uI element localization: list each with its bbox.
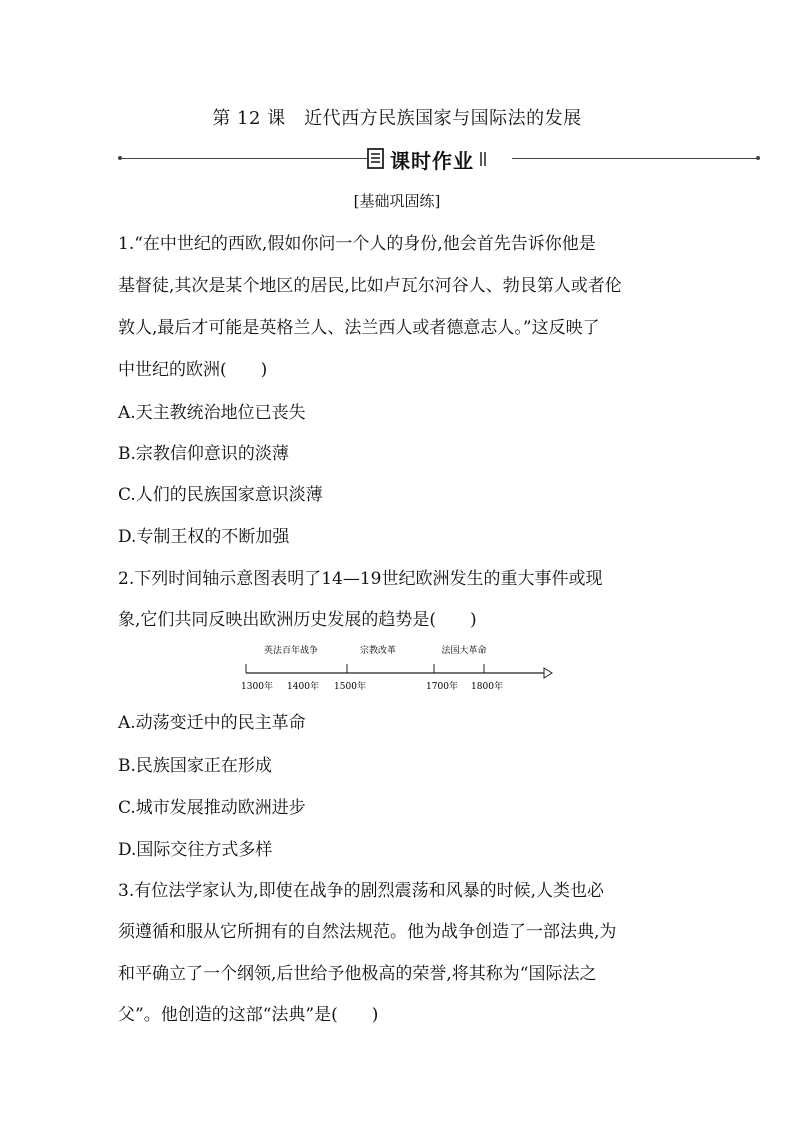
question-3-line: 须遵循和服从它所拥有的自然法规范。他为战争创造了一部法典,为 xyxy=(118,922,617,942)
banner-left-rule xyxy=(122,158,368,159)
banner-right-dot xyxy=(756,156,760,160)
timeline-year: 1500年 xyxy=(334,682,366,692)
question-2-option-c: C.城市发展推动欧洲进步 xyxy=(118,798,306,818)
question-2-option-b: B.民族国家正在形成 xyxy=(118,756,272,776)
question-1-line: 敦人,最后才可能是英格兰人、法兰西人或者德意志人。”这反映了 xyxy=(118,318,600,338)
timeline-event: 英法百年战争 xyxy=(263,646,319,656)
timeline-year: 1800年 xyxy=(471,682,503,692)
question-2-line: 象,它们共同反映出欧洲历史发展的趋势是( ) xyxy=(118,610,477,630)
banner-left-dot xyxy=(118,156,122,160)
question-1-option-b: B.宗教信仰意识的淡薄 xyxy=(118,444,289,464)
timeline-event: 宗教改革 xyxy=(359,646,397,656)
banner-right-rule xyxy=(512,158,758,159)
question-1-option-a: A.天主教统治地位已丧失 xyxy=(118,403,306,423)
question-3-line: 父”。他创造的这部“法典”是( ) xyxy=(118,1005,379,1025)
timeline-year: 1700年 xyxy=(426,682,458,692)
question-2-option-a: A.动荡变迁中的民主革命 xyxy=(118,713,306,733)
timeline-arrow xyxy=(544,668,552,678)
homework-banner xyxy=(366,144,488,174)
question-3-line: 3.有位法学家认为,即使在战争的剧烈震荡和风暴的时候,人类也必 xyxy=(118,881,605,901)
banner-end-mark xyxy=(478,148,488,170)
lesson-title: 第 12 课 近代西方民族国家与国际法的发展 xyxy=(212,108,582,129)
question-1-line: 1.“在中世纪的西欧,假如你问一个人的身份,他会首先告诉你他是 xyxy=(118,234,596,254)
question-3-line: 和平确立了一个纲领,后世给予他极高的荣誉,将其称为“国际法之 xyxy=(118,964,597,984)
question-1-option-d: D.专制王权的不断加强 xyxy=(118,527,290,547)
timeline-year: 1300年 xyxy=(241,682,273,692)
timeline-diagram xyxy=(240,640,560,696)
question-2-option-d: D.国际交往方式多样 xyxy=(118,840,273,860)
question-1-line: 中世纪的欧洲( ) xyxy=(118,360,268,380)
notebook-icon xyxy=(366,148,386,170)
section-label: [基础巩固练] xyxy=(353,192,441,210)
timeline-event: 法国大革命 xyxy=(441,646,487,656)
question-2-line: 2.下列时间轴示意图表明了14—19世纪欧洲发生的重大事件或现 xyxy=(118,569,603,589)
banner-label: 课时作业 xyxy=(390,148,474,173)
question-1-option-c: C.人们的民族国家意识淡薄 xyxy=(118,485,323,505)
question-1-line: 基督徒,其次是某个地区的居民,比如卢瓦尔河谷人、勃艮第人或者伦 xyxy=(118,276,622,296)
timeline-year: 1400年 xyxy=(287,682,319,692)
